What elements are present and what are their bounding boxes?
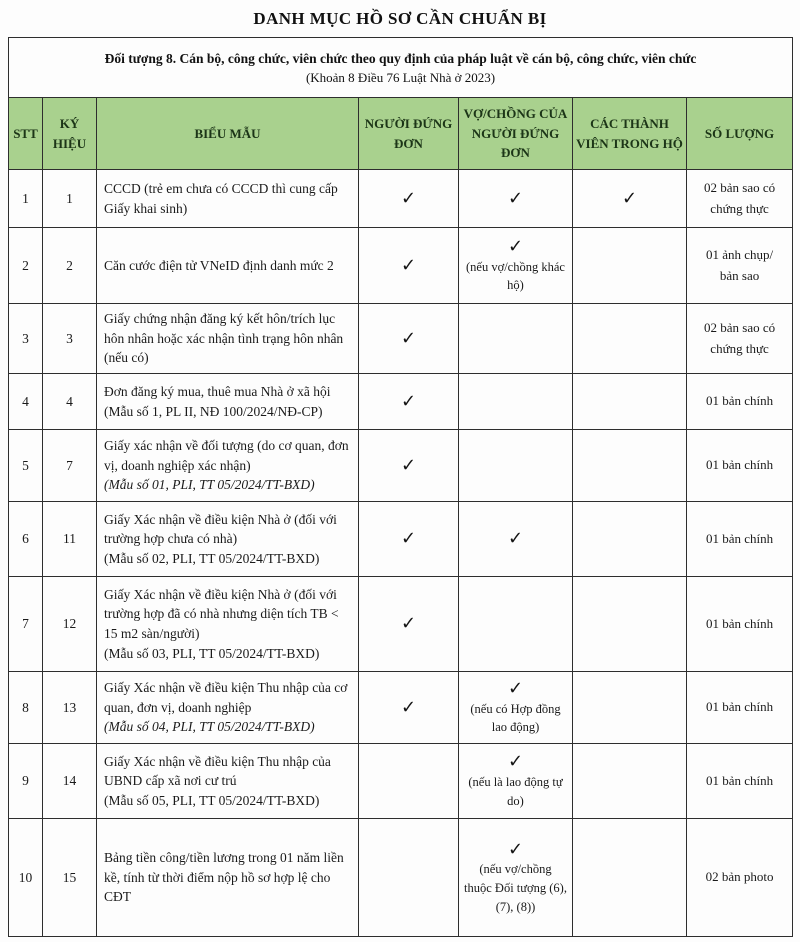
code-cell: 11: [43, 502, 97, 577]
household-members-check-cell: [573, 819, 687, 937]
quantity-cell: 01 bản chính: [687, 430, 793, 502]
spouse-check-cell: [459, 577, 573, 672]
applicant-check-cell: [359, 374, 459, 430]
spouse-check-cell: [459, 228, 573, 304]
stt-cell: 4: [9, 374, 43, 430]
form-label: Giấy Xác nhận về điều kiện Nhà ở (đối với trường hợp chưa có nhà): [104, 511, 337, 547]
checkmark-icon: ✓: [507, 235, 524, 257]
spouse-check-cell: [459, 502, 573, 577]
checkmark-icon: ✓: [400, 454, 417, 476]
code-cell: 7: [43, 430, 97, 502]
form-label: CCCD (trẻ em chưa có CCCD thì cung cấp Giấy khai sinh): [104, 180, 338, 216]
column-header-bieu-mau: BIỂU MẪU: [97, 98, 359, 170]
applicant-check-cell: [359, 502, 459, 577]
code-cell: 1: [43, 170, 97, 228]
form-reference-label: (Mẫu số 1, PL II, NĐ 100/2024/NĐ-CP): [104, 403, 323, 419]
column-header-nguoi-dung-don: NGƯỜI ĐỨNG ĐƠN: [359, 98, 459, 170]
quantity-cell: 01 bản chính: [687, 672, 793, 744]
spouse-check-cell: [459, 672, 573, 744]
subtitle-row: [9, 38, 793, 98]
table-row: [9, 430, 793, 502]
spouse-check-cell: [459, 304, 573, 374]
form-label: Căn cước điện tử VNeID định danh mức 2: [104, 257, 334, 273]
column-header-ky-hieu: KÝ HIỆU: [43, 98, 97, 170]
table-row: [9, 672, 793, 744]
subtitle-cell: [9, 38, 793, 98]
subtitle-line1: Đối tượng 8. Cán bộ, công chức, viên chức theo quy định của pháp luật về cán bộ, công chức, viên chức: [104, 51, 697, 67]
stt-cell: 7: [9, 577, 43, 672]
form-cell: [97, 672, 359, 744]
stt-cell: 10: [9, 819, 43, 937]
condition-note: (nếu là lao động tự do): [468, 775, 563, 808]
code-cell: 2: [43, 228, 97, 304]
table-row: [9, 577, 793, 672]
checkmark-icon: ✓: [400, 254, 417, 276]
applicant-check-cell: [359, 672, 459, 744]
condition-note: (nếu vợ/chồng khác hộ): [466, 259, 565, 293]
condition-note: (nếu có Hợp đồng lao động): [470, 701, 561, 735]
checkmark-icon: ✓: [400, 696, 417, 718]
form-cell: [97, 430, 359, 502]
quantity-cell: 01 bản chính: [687, 577, 793, 672]
quantity-cell: 01 bản chính: [687, 502, 793, 577]
column-header-vo-chong: VỢ/CHỒNG CỦA NGƯỜI ĐỨNG ĐƠN: [459, 98, 573, 170]
form-reference-label: (Mẫu số 05, PLI, TT 05/2024/TT-BXD): [104, 792, 320, 808]
quantity-cell: 01 bản chính: [687, 744, 793, 819]
household-members-check-cell: [573, 577, 687, 672]
form-cell: [97, 577, 359, 672]
form-label: Giấy chứng nhận đăng ký kết hôn/trích lục hôn nhân hoặc xác nhận tình trạng hôn nhân (nếu có): [104, 311, 344, 366]
page-title: DANH MỤC HỒ SƠ CẦN CHUẨN BỊ: [253, 9, 547, 28]
form-cell: [97, 374, 359, 430]
quantity-cell: 01 ảnh chụp/ bản sao: [687, 228, 793, 304]
code-cell: 3: [43, 304, 97, 374]
subtitle-line2: (Khoản 8 Điều 76 Luật Nhà ở 2023): [305, 69, 496, 85]
column-header-stt: STT: [9, 98, 43, 170]
form-cell: [97, 304, 359, 374]
form-reference-label: (Mẫu số 03, PLI, TT 05/2024/TT-BXD): [104, 645, 320, 661]
applicant-check-cell: [359, 819, 459, 937]
form-reference-label: (Mẫu số 01, PLI, TT 05/2024/TT-BXD): [104, 477, 315, 493]
quantity-cell: 02 bản sao có chứng thực: [687, 304, 793, 374]
form-cell: [97, 819, 359, 937]
checkmark-icon: ✓: [507, 528, 524, 550]
spouse-check-cell: [459, 819, 573, 937]
form-cell: [97, 228, 359, 304]
household-members-check-cell: [573, 374, 687, 430]
header-row: [9, 98, 793, 170]
applicant-check-cell: [359, 170, 459, 228]
form-label: Đơn đăng ký mua, thuê mua Nhà ở xã hội: [104, 383, 331, 399]
stt-cell: 3: [9, 304, 43, 374]
spouse-check-cell: [459, 430, 573, 502]
household-members-check-cell: [573, 228, 687, 304]
household-members-check-cell: [573, 170, 687, 228]
quantity-cell: 02 bản photo: [687, 819, 793, 937]
stt-cell: 8: [9, 672, 43, 744]
checkmark-icon: ✓: [507, 677, 524, 699]
stt-cell: 9: [9, 744, 43, 819]
checkmark-icon: ✓: [400, 528, 417, 550]
table-row: [9, 304, 793, 374]
checkmark-icon: ✓: [400, 390, 417, 412]
spouse-check-cell: [459, 170, 573, 228]
form-cell: [97, 744, 359, 819]
stt-cell: 6: [9, 502, 43, 577]
applicant-check-cell: [359, 304, 459, 374]
stt-cell: 1: [9, 170, 43, 228]
quantity-cell: 02 bản sao có chứng thực: [687, 170, 793, 228]
checkmark-icon: ✓: [400, 187, 417, 209]
checkmark-icon: ✓: [507, 751, 524, 773]
form-reference-label: (Mẫu số 02, PLI, TT 05/2024/TT-BXD): [104, 550, 320, 566]
household-members-check-cell: [573, 502, 687, 577]
form-cell: [97, 502, 359, 577]
form-reference-label: (Mẫu số 04, PLI, TT 05/2024/TT-BXD): [104, 719, 315, 735]
table-row: [9, 502, 793, 577]
checkmark-icon: ✓: [507, 187, 524, 209]
column-header-thanh-vien: CÁC THÀNH VIÊN TRONG HỘ: [573, 98, 687, 170]
stt-cell: 2: [9, 228, 43, 304]
code-cell: 12: [43, 577, 97, 672]
table-body: [9, 170, 793, 937]
quantity-cell: 01 bản chính: [687, 374, 793, 430]
condition-note: (nếu vợ/chồng thuộc Đối tượng (6), (7), (8)): [464, 862, 567, 914]
applicant-check-cell: [359, 577, 459, 672]
household-members-check-cell: [573, 672, 687, 744]
spouse-check-cell: [459, 744, 573, 819]
checkmark-icon: ✓: [400, 327, 417, 349]
stt-cell: 5: [9, 430, 43, 502]
code-cell: 14: [43, 744, 97, 819]
table-row: [9, 374, 793, 430]
applicant-check-cell: [359, 744, 459, 819]
household-members-check-cell: [573, 430, 687, 502]
household-members-check-cell: [573, 744, 687, 819]
applicant-check-cell: [359, 430, 459, 502]
column-header-so-luong: SỐ LƯỢNG: [687, 98, 793, 170]
household-members-check-cell: [573, 304, 687, 374]
checkmark-icon: ✓: [621, 187, 638, 209]
form-label: Giấy Xác nhận về điều kiện Thu nhập của UBND cấp xã nơi cư trú: [104, 753, 331, 789]
table-row: [9, 228, 793, 304]
code-cell: 4: [43, 374, 97, 430]
form-label: Giấy Xác nhận về điều kiện Thu nhập của cơ quan, đơn vị, doanh nghiệp: [104, 680, 348, 715]
form-label: Bảng tiền công/tiền lương trong 01 năm liền kề, tính từ thời điểm nộp hồ sơ hợp lệ cho CĐT: [104, 850, 344, 905]
table-row: [9, 819, 793, 937]
form-cell: [97, 170, 359, 228]
document-checklist-table: [8, 37, 793, 937]
checkmark-icon: ✓: [507, 838, 524, 860]
table-row: [9, 170, 793, 228]
form-label: Giấy xác nhận về đối tượng (do cơ quan, đơn vị, doanh nghiệp xác nhận): [104, 438, 349, 473]
spouse-check-cell: [459, 374, 573, 430]
table-row: [9, 744, 793, 819]
applicant-check-cell: [359, 228, 459, 304]
code-cell: 13: [43, 672, 97, 744]
form-label: Giấy Xác nhận về điều kiện Nhà ở (đối với trường hợp đã có nhà nhưng diện tích TB < 15 m2 sàn/người): [104, 586, 339, 641]
code-cell: 15: [43, 819, 97, 937]
checkmark-icon: ✓: [400, 613, 417, 635]
